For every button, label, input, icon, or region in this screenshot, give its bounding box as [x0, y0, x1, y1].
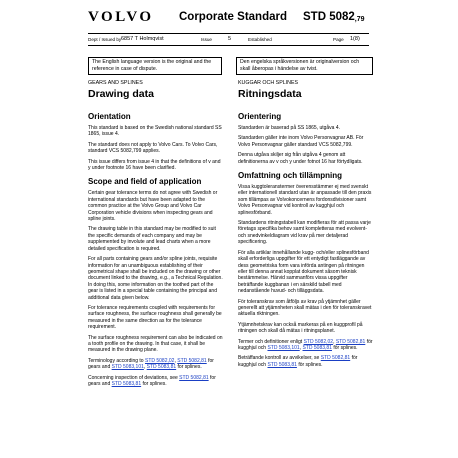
- text: för splines.: [331, 344, 358, 351]
- section-label: GEARS AND SPLINES: [88, 80, 143, 86]
- text: for gears and: [88, 357, 214, 371]
- paragraph: För alla artiklar innehållande kugg- och/eller splinesförband skall erforderliga uppgifter för ett entydigt fastläggande av dess geometriska form vara införda antingen på ritningen eller till denna annat kopplat dokument såsom teknisk bestämmelse. Härvid sammanförs vissa uppgifter beträffande kuggbanan i en särskild tabell med nedanstående huvud- och tilläggsdata.: [238, 249, 369, 295]
- text: för kugghjul och: [238, 355, 358, 368]
- link-std-5083-81[interactable]: STD 5083,81: [111, 381, 142, 387]
- text: ,: [143, 364, 147, 371]
- page-value: 1(8): [350, 36, 360, 42]
- text: för splines.: [296, 361, 323, 368]
- link-std-5082-81[interactable]: STD 5082,81: [179, 374, 209, 381]
- text: Termer och definitioner enligt: [238, 338, 304, 345]
- paragraph: The drawing table in this standard may be modified to suit the specific demands of each company and may be supplemented by involute and lead charts when a more detailed specification is required.: [88, 226, 216, 252]
- notice-swedish: Den engelska språkversionen är originalversion och skall åberopas i händelse av tvist.: [236, 57, 373, 75]
- paragraph: For tolerance requirements coupled with requirements for surface roughness, the surface roughness shall generally be measured in the same direction as for the tolerance requirement.: [88, 304, 222, 331]
- text: for gears and: [88, 374, 216, 387]
- link-std-5082-81[interactable]: STD 5082,81: [335, 338, 366, 345]
- section-label: KUGGAR OCH SPLINES: [238, 80, 299, 86]
- paragraph: This issue differs from issue 4 in that the definitions of v and y under footnote 16 have been clarified.: [88, 158, 221, 172]
- link-std-5083-101[interactable]: STD 5083,101: [111, 364, 144, 371]
- paragraph: The standard does not apply to Volvo Cars. To Volvo Cars, standard VCS 5082,799 applies.: [88, 141, 218, 155]
- dept-label: Dept / Issued by: [88, 37, 122, 42]
- link-std-5082-81[interactable]: STD 5082,81: [177, 357, 207, 364]
- notice-english: The English language version is the original and the reference in case of dispute.: [88, 57, 222, 75]
- dept-value: 6857 T Holmqvist: [121, 36, 164, 42]
- link-std-5082-81[interactable]: STD 5082,81: [320, 355, 351, 362]
- terminology-paragraph: [88, 358, 223, 371]
- standard-number-main: STD 5082: [303, 11, 355, 23]
- paragraph: Certain gear tolerance terms do not agree with Swedish or international standards but have been adapted to the common practice at the Volvo Group and Volvo Car Corporation vehicle divisions when inspecting gears and spline joints.: [88, 190, 218, 223]
- standard-number-suffix: ,79: [354, 16, 365, 23]
- header-rule-top: [88, 33, 369, 34]
- swedish-column: [238, 80, 373, 372]
- paragraph: For all parts containing gears and/or spline joints, requisite information for an unambiguous establishing of their geometrical shape shall be included on the drawing or other document linked to the drawing, e.g., a Technical Regulation. In doing this, some information on the toothed part of the gear is listed in a special table containing the principal and additional data given below.: [88, 256, 223, 301]
- page-title: Ritningsdata: [238, 88, 302, 100]
- issue-value: 5: [228, 36, 232, 42]
- english-column: [88, 80, 223, 391]
- text: for splines.: [176, 364, 202, 371]
- terminology-paragraph: [238, 339, 373, 352]
- link-std-5083-81[interactable]: STD 5083,81: [302, 344, 332, 351]
- document-type: Corporate Standard: [179, 11, 287, 23]
- paragraph: The surface roughness requirement can also be indicated on a tooth profile on the drawing. In that case, it shall be measured in the drawing plane.: [88, 334, 223, 354]
- text: Terminology according to: [88, 357, 145, 364]
- link-std-5083-81[interactable]: STD 5083,81: [146, 364, 177, 371]
- inspection-paragraph: [88, 375, 223, 388]
- orientation-heading: Orientering: [238, 112, 282, 121]
- orientation-heading: Orientation: [88, 112, 131, 121]
- paragraph: Standardens ritningstabell kan modifieras för att passa varje företags specifika behov samt kompletteras med evolvent- och snedvinkeldiagram vid krav på mer detaljerad specificering.: [238, 220, 371, 246]
- volvo-logo: VOLVO: [88, 9, 154, 25]
- link-std-5083-81[interactable]: STD 5083,81: [267, 361, 297, 368]
- text: ,: [174, 357, 178, 364]
- paragraph: Denna utgåva skiljer sig från utgåva 4 genom att definitionerna av v och y under fotnot 16 har förtydligats.: [238, 152, 363, 165]
- paragraph: För toleranskrav som åtföljs av krav på ytjämnhet gäller generellt att ytjämnheten skall mätas i den för toleranskravet aktuella riktningen.: [238, 298, 372, 318]
- text: ,: [333, 338, 336, 345]
- paragraph: Standarden gäller inte inom Volvo Personvagnar AB. För Volvo Personvagnar gäller standard VCS 5082,799.: [238, 135, 364, 148]
- scope-heading: Scope and field of application: [88, 177, 202, 187]
- link-std-5082-02[interactable]: STD 5082,02: [303, 338, 334, 345]
- paragraph: This standard is based on the Swedish national standard SS 1865, issue 4.: [88, 125, 222, 138]
- page-label: Page: [333, 37, 344, 42]
- paragraph: Standarden är baserad på SS 1865, utgåva 4.: [238, 125, 341, 131]
- text: Beträffande kontroll av avvikelser, se: [238, 355, 321, 362]
- text: Concerning inspection of deviations, see: [88, 374, 180, 381]
- scope-heading: Omfattning och tillämpning: [238, 171, 342, 181]
- header-rule-bottom: [88, 45, 369, 46]
- inspection-paragraph: [238, 355, 373, 368]
- text: ,: [299, 344, 303, 351]
- paragraph: Ytjämnhetskrav kan också markeras på en kuggprofil på ritningen och skall då mätas i ritningsplanet.: [238, 321, 363, 335]
- established-label: Established: [248, 37, 272, 42]
- standard-number: [303, 11, 365, 26]
- text: för kugghjul och: [238, 338, 373, 351]
- text: for splines.: [141, 381, 167, 387]
- link-std-5083-101[interactable]: STD 5083,101: [267, 344, 300, 351]
- link-std-5082-02[interactable]: STD 5082,02: [144, 357, 175, 364]
- issue-label: Issue: [201, 37, 212, 42]
- page-title: Drawing data: [88, 88, 154, 100]
- paragraph: Vissa kuggtoleranstermer överensstämmer ej med svenskt eller internationell standard utan är anpassade till den praxis som tillämpas av Volvokoncernens fordonsdivisioner samt Volvo Personvagnar vid kontroll av kugghjul och splinesförband.: [238, 184, 372, 216]
